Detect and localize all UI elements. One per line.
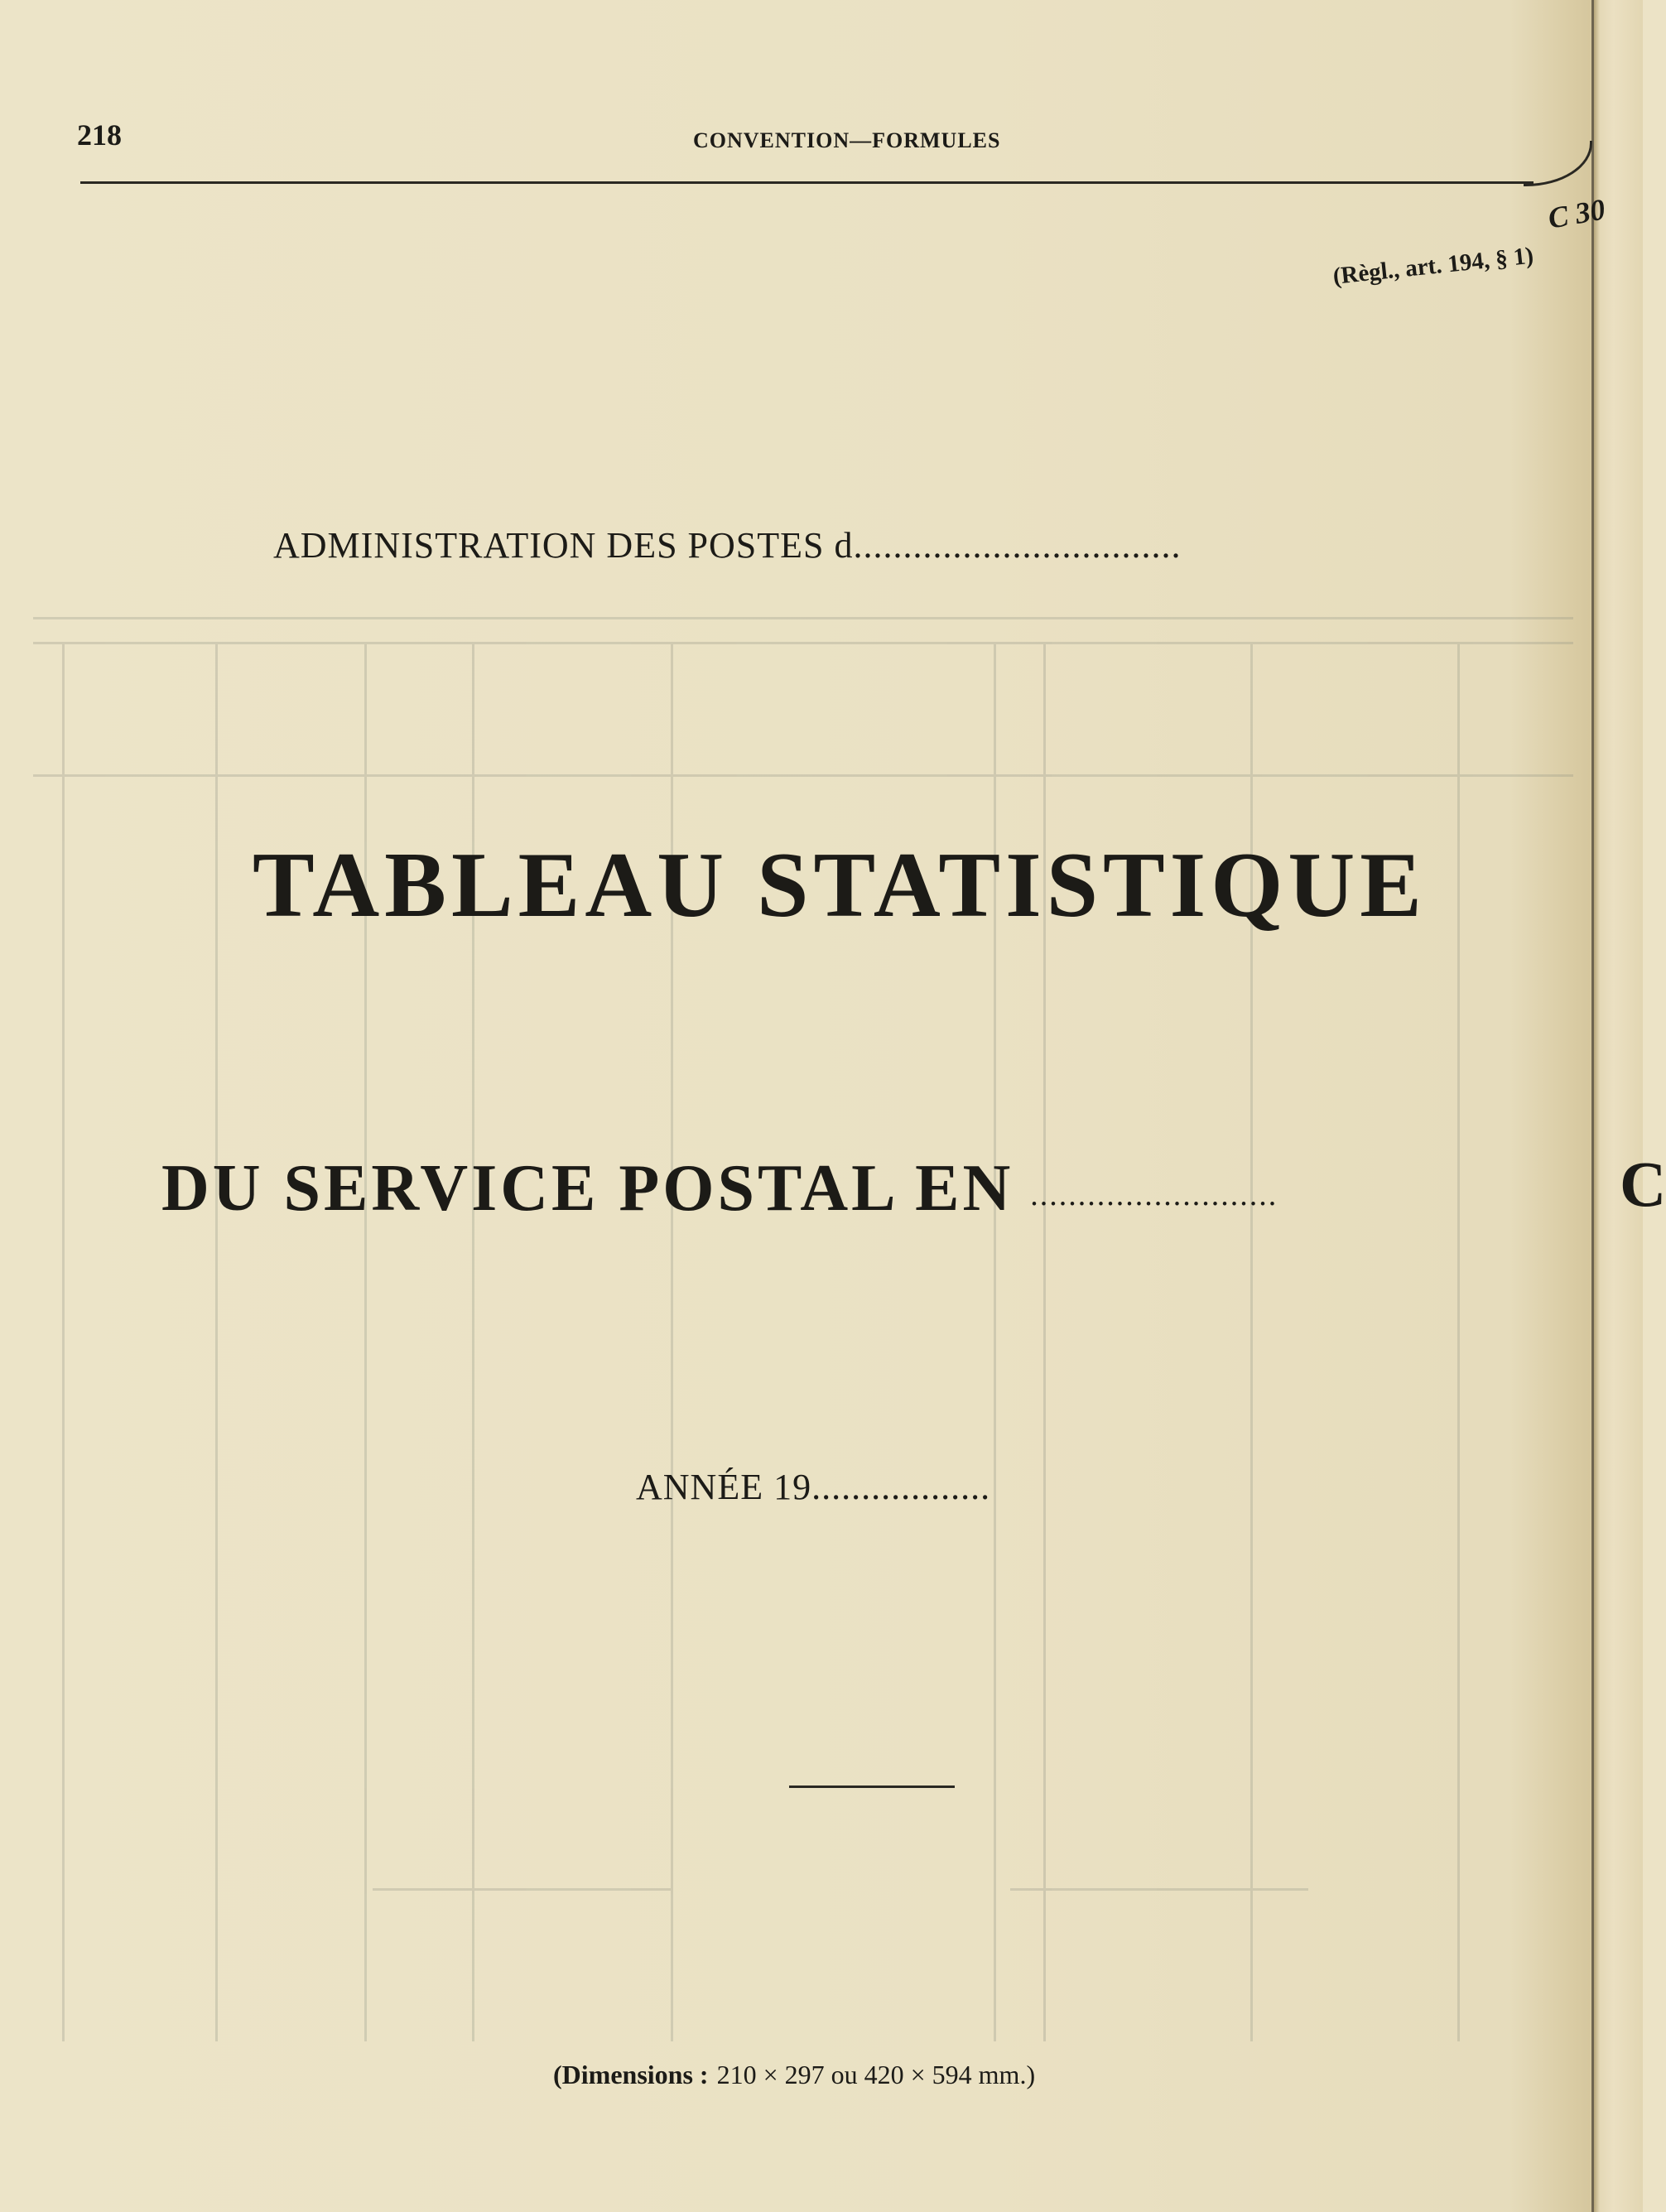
header-rule [80, 181, 1534, 184]
adjacent-page-edge [1591, 0, 1643, 2212]
regulation-reference: (Règl., art. 194, § 1) [1331, 242, 1535, 290]
form-code: C 30 [1545, 192, 1608, 235]
dimensions-value: 210 × 297 ou 420 × 594 mm.) [716, 2060, 1036, 2089]
page-number: 218 [77, 118, 122, 152]
service-line [161, 1151, 1278, 1226]
year-line: ANNÉE 19.................. [636, 1467, 991, 1507]
adjacent-page-fragment: C [1620, 1148, 1666, 1220]
administration-line: ADMINISTRATION DES POSTES d................................. [273, 525, 1182, 566]
page-title: TABLEAU STATISTIQUE [253, 834, 1427, 937]
dimensions-label: (Dimensions : [553, 2060, 709, 2089]
running-title: CONVENTION—FORMULES [693, 128, 1001, 152]
service-line-text: DU SERVICE POSTAL EN [161, 1152, 1014, 1225]
service-line-dots: .......................... [1030, 1177, 1278, 1212]
dimensions-note [553, 2060, 1035, 2090]
centre-rule [789, 1786, 955, 1788]
